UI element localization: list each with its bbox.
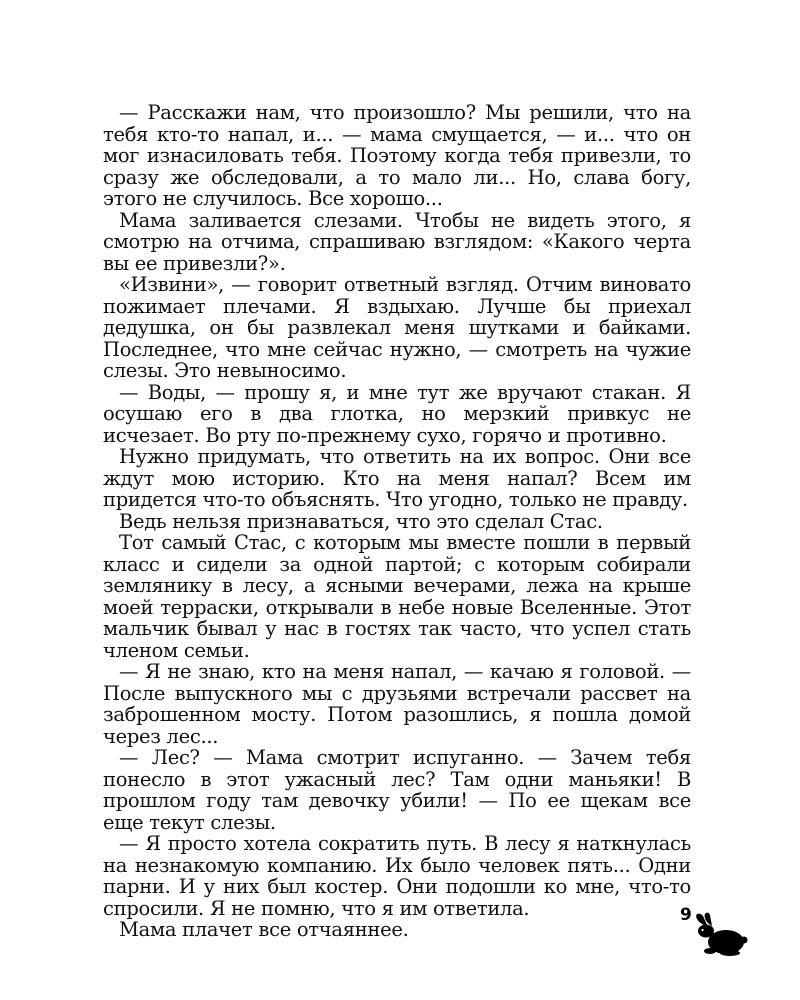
paragraph: Тот самый Стас, с которым мы вместе пошли в первый класс и сидели за одной партой; с которым собирали землянику в лесу, а ясными вечерами, лежа на крыше моей терраски, открывали в небе новые Вселенные. Этот мальчик бывал у нас в гостях так часто, что успел стать членом семьи. bbox=[103, 531, 691, 662]
paragraph: Ведь нельзя признаваться, что это сделал Стас. bbox=[119, 509, 603, 533]
paragraph: — Расскажи нам, что произошло? Мы решили, что на тебя кто-то напал, и... — мама смущается, — и... что он мог изнасиловать тебя. Поэтому когда тебя привезли, то сразу же обследовали, а то мало ли... Но, слава богу, этого не случилось. Все хорошо... bbox=[103, 101, 691, 210]
paragraph: — Я просто хотела сократить путь. В лесу я наткнулась на незнакомую компанию. Их было человек пять... Одни парни. И у них был костер. Они подошли ко мне, что-то спросили. Я не помню, что я им ответила. bbox=[103, 832, 691, 920]
paragraph: Мама заливается слезами. Чтобы не видеть этого, я смотрю на отчима, спрашиваю взглядом: «Какого черта вы ее привезли?». bbox=[103, 208, 691, 275]
rabbit-icon bbox=[690, 912, 748, 956]
paragraph: Мама плачет все отчаяннее. bbox=[119, 918, 409, 941]
paragraph: — Я не знаю, кто на меня напал, — качаю я головой. — После выпускного мы с друзьями встречали рассвет на заброшенном мосту. Потом разошлись, я пошла домой через лес... bbox=[103, 660, 691, 748]
page-number: 9 bbox=[680, 905, 692, 925]
paragraph: — Воды, — прошу я, и мне тут же вручают стакан. Я осушаю его в два глотка, но мерзкий привкус не исчезает. Во рту по-прежнему сухо, горячо и противно. bbox=[103, 380, 691, 447]
body-text bbox=[103, 102, 691, 941]
paragraph: «Извини», — говорит ответный взгляд. Отчим виновато пожимает плечами. Я вздыхаю. Лучше бы приехал дедушка, он бы развлекал меня шутками и байками. Последнее, что мне сейчас нужно, — смотреть на чужие слезы. Это невыносимо. bbox=[103, 273, 691, 382]
paragraph: — Лес? — Мама смотрит испуганно. — Зачем тебя понесло в этот ужасный лес? Там одни маньяки! В прошлом году там девочку убили! — По ее щекам все еще текут слезы. bbox=[103, 746, 691, 834]
paragraph: Нужно придумать, что ответить на их вопрос. Они все ждут мою историю. Кто на меня напал? Всем им придется что-то объяснять. Что угодно, только не правду. bbox=[103, 445, 691, 511]
